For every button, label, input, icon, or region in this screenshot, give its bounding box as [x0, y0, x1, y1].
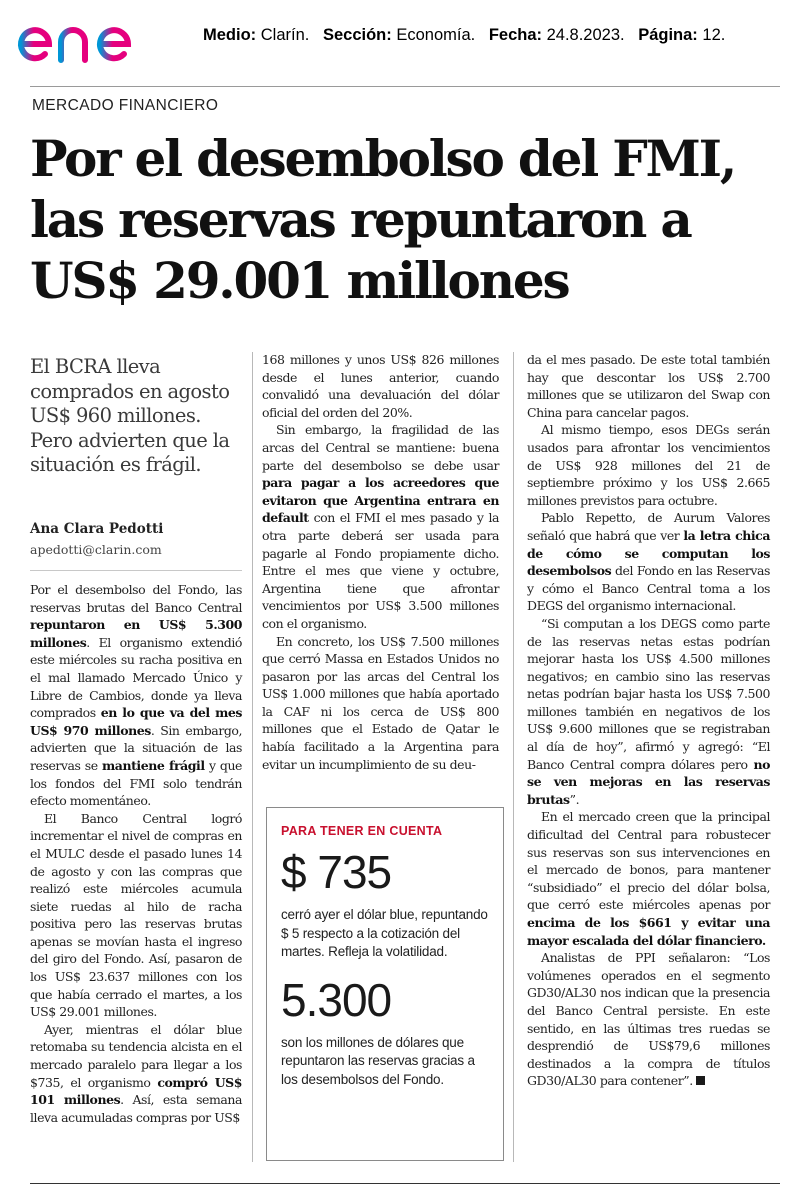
document-meta [203, 26, 793, 45]
info-box-text-2: son los millones de dólares que repuntaron las reservas gracias a los desembolsos del Fondo. [281, 1034, 475, 1087]
headline-line: las reservas repuntaron a [30, 190, 691, 249]
bold-text-run: la letra chica de cómo se computan los desembolsos [527, 527, 770, 579]
bold-text-run: no se ven mejoras en las reservas brutas [527, 756, 770, 807]
section-label: MERCADO FINANCIERO [32, 97, 219, 114]
pagina-label: Página: [638, 26, 698, 44]
text-run: Sin embargo, la fragilidad de las arcas del Central se mantiene: buena parte del desembolso se debe usar [262, 422, 499, 473]
article-paragraph [527, 509, 770, 615]
article-paragraph [30, 1021, 242, 1127]
bold-text-run: en lo que va del mes US$ 970 millones [30, 705, 242, 738]
enel-logo [16, 6, 178, 64]
fecha-value: 24.8.2023. [546, 26, 625, 44]
text-run: Pablo Repetto, de Aurum Valores señaló que habrá que ver [527, 510, 770, 543]
text-run: del Fondo en las Reservas y cómo el Banco Central toma a los DEGS del organismo internacional. [527, 563, 770, 614]
deck-line: Pero advierten que la [30, 428, 230, 452]
byline-divider [30, 570, 242, 571]
author-name: Ana Clara Pedotti [30, 521, 164, 537]
bottom-divider [30, 1183, 780, 1184]
bold-text-run: encima de los $661 y evitar una mayor escalada del dólar financiero. [527, 915, 770, 948]
article-paragraph [262, 633, 499, 774]
info-box-figure-1: $ 735 [281, 846, 392, 898]
article-column-1 [30, 581, 242, 1126]
text-run: Al mismo tiempo, esos DEGs serán usados para afrontar los vencimientos de US$ 928 millones del 21 de septiembre próximo y los US$ 2.665 millones previstos para octubre. [527, 422, 770, 508]
article-paragraph-final [527, 949, 770, 1090]
text-run: En el mercado creen que la principal dificultad del Central para robustecer sus reservas son sus intervenciones en el mercado de bonos, para mantener “subsidiado” el precio del dólar bolsa, que cerró este miércoles apenas por [527, 809, 770, 913]
text-run: Ayer, mientras el dólar blue retomaba su tendencia alcista en el mercado paralelo para llegar a los $735, el organismo [30, 1021, 242, 1090]
author-email: apedotti@clarin.com [30, 542, 162, 557]
medio-label: Medio: [203, 26, 257, 44]
headline [30, 128, 795, 311]
text-run: El Banco Central logró incrementar el nivel de compras en el MULC desde el pasado lunes 14 de agosto y con las compras que realizó este miércoles acumula siete ruedas al hilo de racha positiva pero las reservas brutas apenas se movían hasta el ingreso del giro del Fondo. Así, pasaron de los US$ 23.637 millones con los que había cerrado el martes, a los US$ 29.001 millones. [30, 810, 242, 1020]
medio-value: Clarín. [260, 26, 310, 44]
bold-text-run: para pagar a los acreedores que evitaron que Argentina entrara en default [262, 475, 499, 526]
article-paragraph [527, 615, 770, 809]
article-paragraph [527, 351, 770, 421]
text-run: Analistas de PPI señalaron: “Los volúmenes operados en el segmento GD30/AL30 nos indican que la presencia del Banco Central persiste. En este sentido, en las últimas tres ruedas se desprendió de US$79,6 millones destinados a la compra de títulos GD30/AL30 para contener”. [527, 950, 770, 1089]
text-run: 168 millones y unos US$ 826 millones desde el lunes anterior, cuando convalidó una devaluación del dólar oficial del orden del 20%. [262, 352, 499, 420]
headline-line: Por el desembolso del FMI, [30, 129, 736, 188]
column-divider [252, 352, 253, 1162]
fecha-label: Fecha: [488, 26, 542, 44]
bold-text-run: mantiene frágil [102, 757, 205, 773]
headline-line: US$ 29.001 millones [30, 251, 569, 310]
text-run: . El organismo extendió este miércoles su racha positiva en el mal llamado Mercado Único y Libre de Cambios, donde ya lleva comprados [30, 634, 242, 721]
info-box-figure-2: 5.300 [281, 973, 392, 1026]
text-run: . Así, esta semana lleva acumuladas compras por US$ [30, 1092, 242, 1125]
article-column-2 [262, 351, 499, 773]
text-run: y que los fondos del FMI solo tendrán efecto momentáneo. [30, 757, 242, 809]
article-paragraph [527, 421, 770, 509]
deck-line: US$ 960 millones. [30, 404, 201, 427]
text-run: ”. [569, 791, 580, 807]
deck-line: comprados en agosto [30, 379, 230, 403]
article-paragraph [30, 581, 242, 810]
deck-line: situación es frágil. [30, 453, 201, 476]
info-box-text-1: cerró ayer el dólar blue, repuntando $ 5 respecto a la cotización del martes. Refleja la volatilidad. [281, 907, 488, 959]
column-divider [513, 352, 514, 1162]
end-of-article-mark [696, 1076, 705, 1085]
article-paragraph [262, 351, 499, 421]
text-run: “Si computan a los DEGS como parte de las reservas netas estas podrían mejorar hasta los US$ 4.500 millones negativos; en cambio sino las reservas netas podrían bajar hasta los US$ 7.500 millones también en negativos de los US$ 9.600 millones que se registraban al día de hoy”, afirmó y agregó: “El Banco Central compra dólares pero [527, 615, 770, 772]
text-run: . Sin embargo, advierten que la situación de las reservas se [30, 722, 242, 773]
info-box [266, 807, 504, 1161]
article-column-3 [527, 351, 770, 1090]
article-paragraph [527, 808, 770, 949]
seccion-value: Economía. [396, 26, 476, 44]
article-deck [30, 355, 245, 478]
info-box-title: PARA TENER EN CUENTA [281, 824, 443, 838]
text-run: Por el desembolso del Fondo, las reservas brutas del Banco Central [30, 582, 242, 615]
text-run: da el mes pasado. De este total también hay que descontar los US$ 2.700 millones que se utilizaron del Swap con China para cancelar pagos. [527, 352, 770, 420]
bold-text-run: repuntaron en US$ 5.300 millones [30, 617, 242, 650]
bold-text-run: compró US$ 101 millones [30, 1074, 242, 1108]
seccion-label: Sección: [322, 26, 392, 44]
article-paragraph [262, 421, 499, 632]
pagina-value: 12. [702, 26, 726, 44]
top-divider [30, 86, 780, 87]
deck-line: El BCRA lleva [30, 355, 161, 378]
text-run: con el FMI el mes pasado y la otra parte deberá ser usada para pagarle al Fondo propiamente dicho. Entre el mes que viene y octubre, Argentina tiene que afrontar vencimientos por US$ 3.500 millones con el organismo. [262, 510, 499, 631]
text-run: En concreto, los US$ 7.500 millones que cerró Massa en Estados Unidos no pasaron por las arcas del Central los US$ 1.000 millones que había aportado la CAF ni los cerca de US$ 800 millones que el Estado de Qatar le había facilitado a la Argentina para evitar un incumplimiento de su deu- [262, 633, 499, 772]
article-paragraph [30, 810, 242, 1021]
